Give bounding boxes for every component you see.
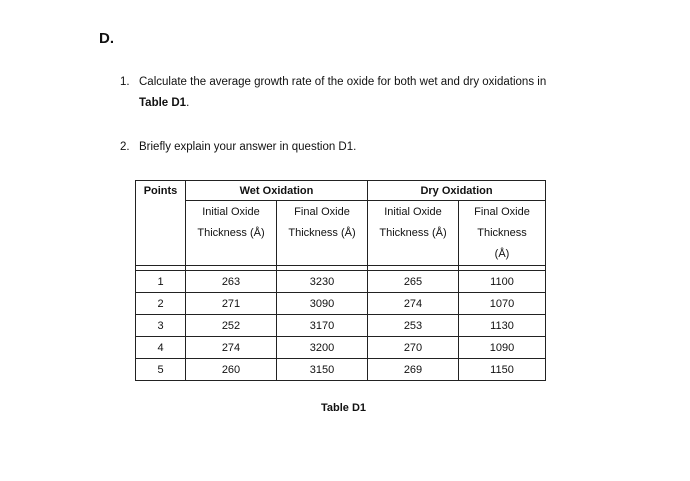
- table-cell: 263: [186, 271, 277, 293]
- table-cell: 2: [136, 293, 186, 315]
- group-header-row: [136, 181, 546, 201]
- table-cell: 3150: [277, 359, 368, 381]
- question-body: Calculate the average growth rate of the oxide for both wet and dry oxidations in: [139, 76, 547, 88]
- column-header: Initial Oxide Thickness (Å): [368, 201, 459, 266]
- column-header: Final Oxide Thickness (Å): [459, 201, 546, 266]
- table-row: [136, 271, 546, 293]
- table-cell: 1100: [459, 271, 546, 293]
- question-1: [120, 72, 546, 114]
- table-cell: 270: [368, 337, 459, 359]
- table-cell: 1090: [459, 337, 546, 359]
- oxidation-table: [135, 180, 546, 381]
- table-reference: Table D1: [139, 97, 187, 109]
- table-cell: 3230: [277, 271, 368, 293]
- table-cell: 5: [136, 359, 186, 381]
- section-label: D.: [99, 30, 114, 47]
- question-text: [139, 72, 546, 114]
- table-cell: 1: [136, 271, 186, 293]
- table-cell: 252: [186, 315, 277, 337]
- table-caption: Table D1: [320, 402, 367, 414]
- column-header-row: [136, 201, 546, 266]
- question-suffix: .: [186, 97, 190, 109]
- question-number: 1.: [120, 76, 130, 88]
- table-cell: 265: [368, 271, 459, 293]
- table-caption-wrap: [0, 398, 690, 416]
- table-cell: 3170: [277, 315, 368, 337]
- table-cell: 3: [136, 315, 186, 337]
- table-cell: 1130: [459, 315, 546, 337]
- question-text: Briefly explain your answer in question D1.: [139, 141, 357, 153]
- table-cell: 274: [368, 293, 459, 315]
- table-cell: 269: [368, 359, 459, 381]
- wet-oxidation-header: Wet Oxidation: [186, 181, 368, 201]
- points-header: Points: [136, 181, 186, 266]
- column-header: Initial Oxide Thickness (Å): [186, 201, 277, 266]
- table-cell: 253: [368, 315, 459, 337]
- table-cell: 1070: [459, 293, 546, 315]
- table-cell: 271: [186, 293, 277, 315]
- table-row: [136, 315, 546, 337]
- question-2: [120, 137, 356, 158]
- table-row: [136, 359, 546, 381]
- table-cell: 274: [186, 337, 277, 359]
- table-cell: 3200: [277, 337, 368, 359]
- table-cell: 260: [186, 359, 277, 381]
- table-cell: 4: [136, 337, 186, 359]
- table-cell: 1150: [459, 359, 546, 381]
- table-row: [136, 337, 546, 359]
- dry-oxidation-header: Dry Oxidation: [368, 181, 546, 201]
- column-header: Final Oxide Thickness (Å): [277, 201, 368, 266]
- question-number: 2.: [120, 141, 130, 153]
- table-row: [136, 293, 546, 315]
- table-cell: 3090: [277, 293, 368, 315]
